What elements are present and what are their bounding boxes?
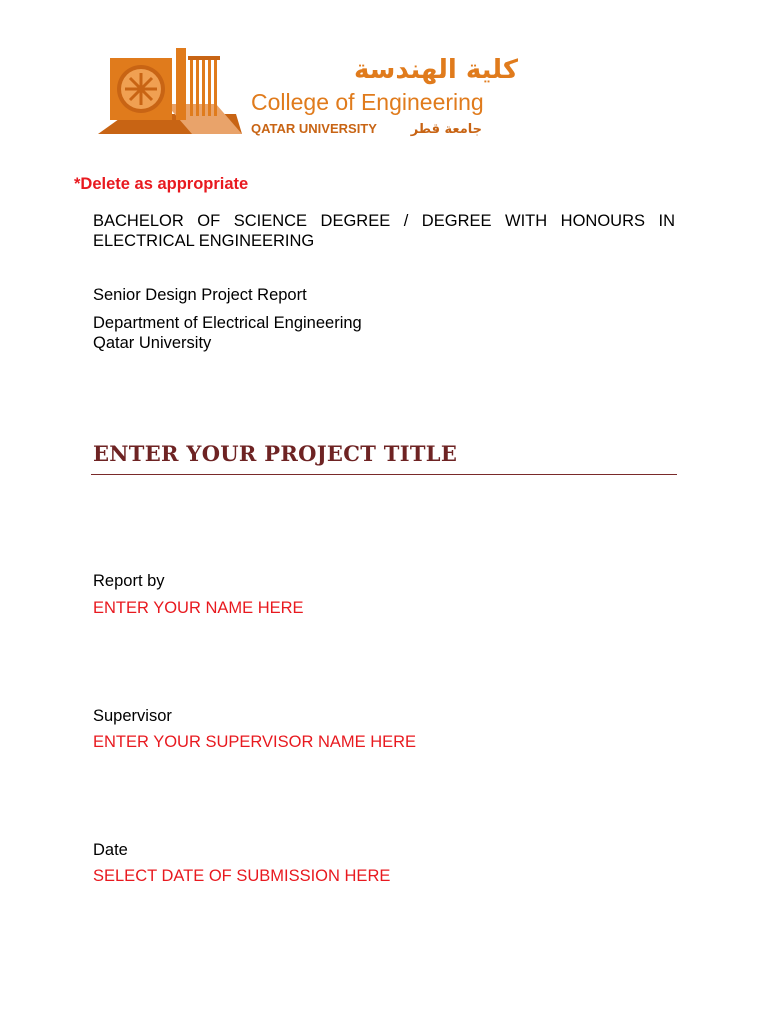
title-divider — [91, 474, 677, 475]
project-title-field[interactable]: ENTER YOUR PROJECT TITLE — [93, 441, 458, 466]
report-by-label: Report by — [93, 572, 165, 590]
date-label: Date — [93, 841, 128, 859]
degree-title: BACHELOR OF SCIENCE DEGREE / DEGREE WITH HONOURS IN ELECTRICAL ENGINEERING — [93, 212, 675, 250]
department-block — [93, 313, 362, 353]
supervisor-name-field[interactable]: ENTER YOUR SUPERVISOR NAME HERE — [93, 733, 417, 751]
report-type: Senior Design Project Report — [93, 286, 307, 304]
submission-date-field[interactable]: SELECT DATE OF SUBMISSION HERE — [93, 867, 391, 885]
logo-arabic-title: كلية الهندسة — [354, 55, 518, 85]
department-name: Department of Electrical Engineering — [93, 314, 362, 332]
supervisor-label: Supervisor — [93, 707, 172, 725]
delete-note: *Delete as appropriate — [74, 175, 249, 193]
logo-university-ar: جامعة قطر — [410, 122, 482, 137]
college-logo — [96, 44, 518, 140]
author-name-field[interactable]: ENTER YOUR NAME HERE — [93, 599, 304, 617]
university-name: Qatar University — [93, 334, 212, 352]
logo-university-en: QATAR UNIVERSITY — [251, 121, 377, 136]
logo-english-title: College of Engineering — [251, 89, 484, 115]
